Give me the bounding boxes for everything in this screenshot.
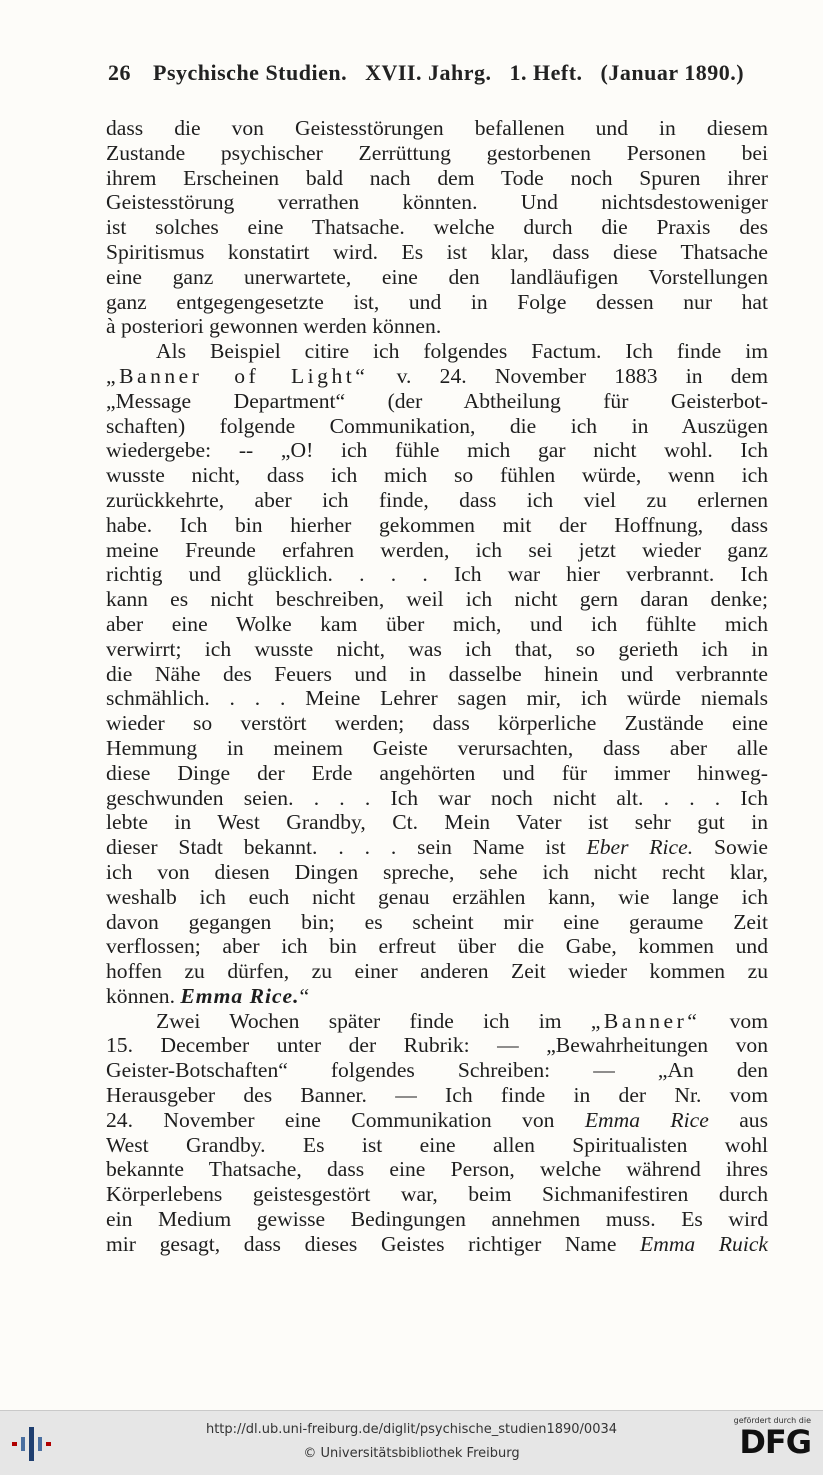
text-line: ihrem Erscheinen bald nach dem Tode noch Spuren ihrer — [106, 165, 768, 190]
spaced-word: à — [106, 314, 116, 339]
text-line: Geister-Botschaften“ folgendes Schreiben: — „An den — [106, 1058, 768, 1083]
text-line — [106, 1009, 768, 1034]
signature-emma-rice: Emma Rice. — [180, 983, 300, 1008]
text-run: mir gesagt, dass dieses Geistes richtiger Name — [106, 1231, 617, 1256]
text-line — [106, 984, 768, 1009]
text-line: ganz entgegengesetzte ist, und in Folge dessen nur hat — [106, 289, 768, 314]
banner-of-light-title: „Banner of Light“ — [106, 363, 369, 388]
text-line: ich von diesen Dingen spreche, sehe ich nicht recht klar, — [106, 859, 768, 884]
text-line: wusste nicht, dass ich mich so fühlen würde, wenn ich — [106, 463, 768, 488]
name-emma-rice: Emma Rice — [584, 1107, 709, 1132]
text-line: diese Dinge der Erde angehörten und für immer hinweg- — [106, 760, 768, 785]
text-run: vom — [729, 1008, 769, 1033]
text-line: meine Freunde erfahren werden, ich sei jetzt wieder ganz — [106, 537, 768, 562]
text-line: eine ganz unerwartete, eine den landläufigen Vorstellungen — [106, 264, 768, 289]
text-line: ein Medium gewisse Bedingungen annehmen muss. Es wird — [106, 1207, 768, 1232]
dfg-badge — [727, 1416, 811, 1472]
text-line: richtig und glücklich. . . . Ich war hier verbrannt. Ich — [106, 562, 768, 587]
text-line — [106, 1108, 768, 1133]
text-line: „Message Department“ (der Abtheilung für Geisterbot- — [106, 388, 768, 413]
text-line: Hemmung in meinem Geiste verursachten, dass aber alle — [106, 735, 768, 760]
text-line: schmählich. . . . Meine Lehrer sagen mir, ich würde niemals — [106, 686, 768, 711]
copyright-notice: © Universitätsbibliothek Freiburg — [303, 1446, 520, 1461]
text-line: habe. Ich bin hierher gekommen mit der Hoffnung, dass — [106, 512, 768, 537]
text-line: ist solches eine Thatsache. welche durch die Praxis des — [106, 215, 768, 240]
text-line: 15. December unter der Rubrik: — „Bewahrheitungen von — [106, 1033, 768, 1058]
dfg-logo: DFG — [739, 1423, 811, 1461]
text-line: West Grandby. Es ist eine allen Spiritualisten wohl — [106, 1132, 768, 1157]
issue-label: 1. Heft. — [509, 60, 583, 85]
text-line: Zustande psychischer Zerrüttung gestorbenen Personen bei — [106, 140, 768, 165]
text-line: wiedergebe: -- „O! ich fühle mich gar nicht wohl. Ich — [106, 438, 768, 463]
text-line: schaften) folgende Communikation, die ich in Auszügen — [106, 413, 768, 438]
text-run: 24. November eine Communikation von — [106, 1107, 555, 1132]
text-run: Sowie — [714, 835, 768, 860]
text-line: kann es nicht beschreiben, weil ich nicht gern daran denke; — [106, 587, 768, 612]
permalink-url[interactable]: http://dl.ub.uni-freiburg.de/diglit/psychische_studien1890/0034 — [205, 1422, 618, 1437]
text-line — [106, 364, 768, 389]
text-run: Zwei Wochen später finde ich im — [156, 1008, 562, 1033]
text-line: Als Beispiel citire ich folgendes Factum. Ich finde im — [156, 339, 768, 364]
issue-date: (Januar 1890.) — [600, 60, 745, 85]
text-run: posteriori gewonnen werden können. — [121, 314, 442, 339]
text-line: hoffen zu dürfen, zu einer anderen Zeit wieder kommen zu — [106, 959, 768, 984]
text-line: verflossen; aber ich bin erfreut über die Gabe, kommen und — [106, 934, 768, 959]
text-line: lebte in West Grandby, Ct. Mein Vater ist sehr gut in — [106, 810, 768, 835]
text-line: weshalb ich euch nicht genau erzählen kann, wie lange ich — [106, 884, 768, 909]
text-line: Herausgeber des Banner. — Ich finde in der Nr. vom — [106, 1083, 768, 1108]
journal-title: Psychische Studien. — [153, 60, 348, 85]
page-number: 26 — [108, 60, 131, 85]
text-line: die Nähe des Feuers und in dasselbe hinein und verbrannte — [106, 661, 768, 686]
text-line — [106, 835, 768, 860]
text-run: aus — [739, 1107, 768, 1132]
text-run: v. 24. November 1883 in dem — [396, 363, 768, 388]
closing-quote: “ — [299, 983, 310, 1008]
text-run: können. — [106, 983, 175, 1008]
dfg-caption: gefördert durch die — [733, 1416, 811, 1425]
text-line: zurückkehrte, aber ich finde, dass ich viel zu erlernen — [106, 487, 768, 512]
text-line: Körperlebens geistesgestört war, beim Sichmanifestiren durch — [106, 1182, 768, 1207]
text-run: dieser Stadt bekannt. . . . sein Name ist — [106, 835, 566, 860]
text-line: geschwunden seien. . . . Ich war noch nicht alt. . . . Ich — [106, 785, 768, 810]
volume-label: XVII. Jahrg. — [365, 60, 492, 85]
text-line — [106, 1232, 768, 1257]
body-text — [106, 116, 768, 1257]
banner-title: „Banner“ — [590, 1008, 701, 1033]
text-line: wieder so verstört werden; dass körperliche Zustände eine — [106, 711, 768, 736]
name-eber-rice: Eber Rice. — [586, 835, 694, 860]
text-line: Spiritismus konstatirt wird. Es ist klar, dass diese Thatsache — [106, 239, 768, 264]
text-line: aber eine Wolke kam über mich, und ich fühlte mich — [106, 611, 768, 636]
text-line: Geistesstörung verrathen könnten. Und nichtsdestoweniger — [106, 190, 768, 215]
text-line: davon gegangen bin; es scheint mir eine geraume Zeit — [106, 909, 768, 934]
running-header — [108, 60, 768, 86]
text-line — [106, 314, 768, 339]
text-line: verwirrt; ich wusste nicht, was ich that, so gerieth ich in — [106, 636, 768, 661]
text-line: dass die von Geistesstörungen befallenen und in diesem — [106, 116, 768, 140]
viewer-footer — [0, 1410, 823, 1475]
text-line: bekannte Thatsache, dass eine Person, welche während ihres — [106, 1157, 768, 1182]
name-emma-ruick: Emma Ruick — [640, 1231, 768, 1256]
